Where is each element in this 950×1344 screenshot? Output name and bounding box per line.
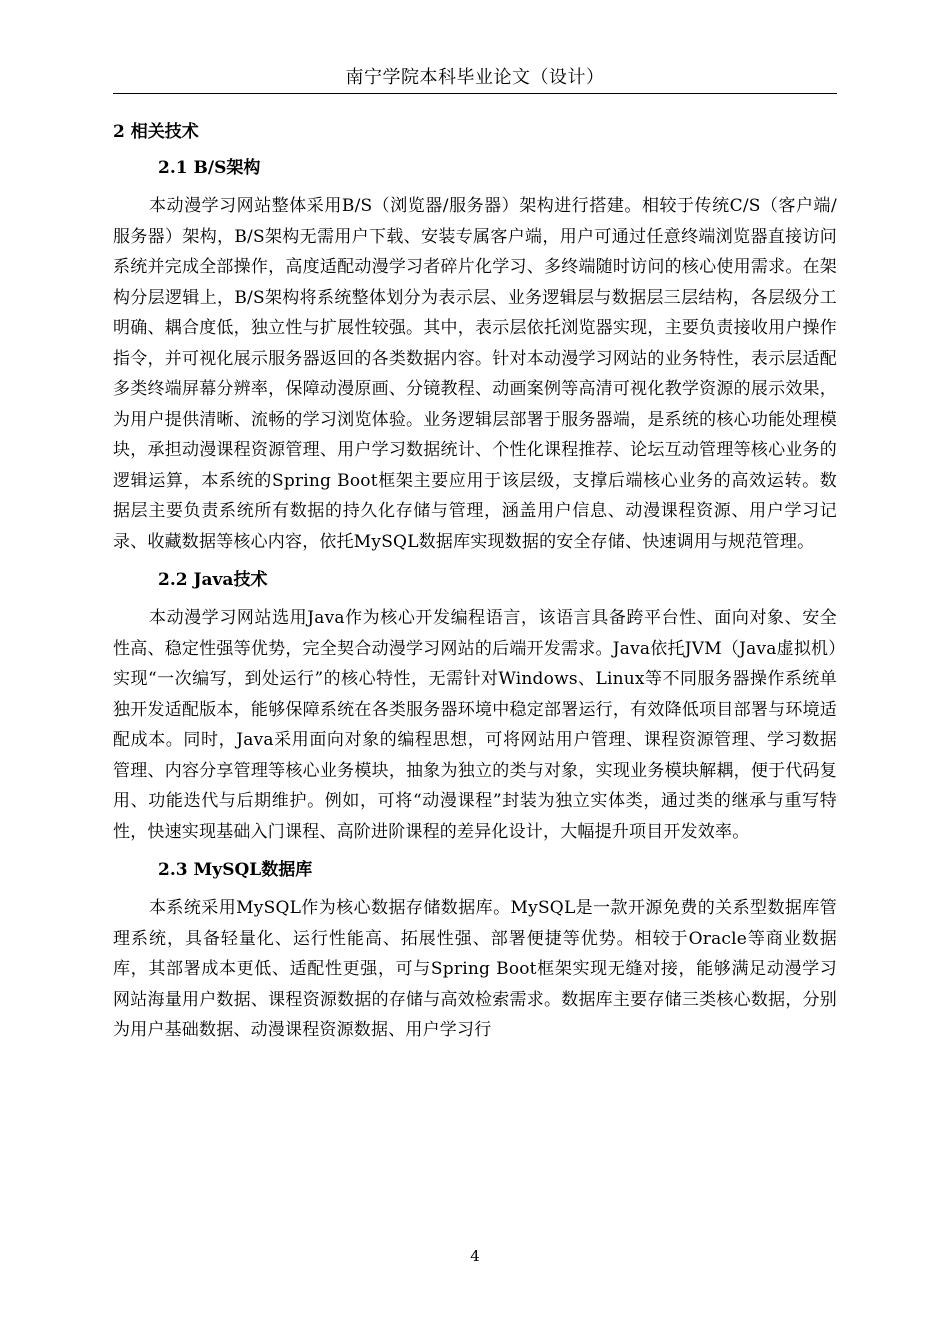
document-body bbox=[113, 113, 837, 1052]
paragraph-bs-architecture: 本动漫学习网站整体采用B/S（浏览器/服务器）架构进行搭建。相较于传统C/S（客户端/服务器）架构，B/S架构无需用户下载、安装专属客户端，用户可通过任意终端浏览器直接访问系统并完成全部操作，高度适配动漫学习者碎片化学习、多终端随时访问的核心使用需求。在架构分层逻辑上，B/S架构将系统整体划分为表示层、业务逻辑层与数据层三层结构，各层级分工明确、耦合度低，独立性与扩展性较强。其中，表示层依托浏览器实现，主要负责接收用户操作指令，并可视化展示服务器返回的各类数据内容。针对本动漫学习网站的业务特性，表示层适配多类终端屏幕分辨率，保障动漫原画、分镜教程、动画案例等高清可视化教学资源的展示效果，为用户提供清晰、流畅的学习浏览体验。业务逻辑层部署于服务器端，是系统的核心功能处理模块，承担动漫课程资源管理、用户学习数据统计、个性化课程推荐、论坛互动管理等核心业务的逻辑运算，本系统的Spring Boot框架主要应用于该层级，支撑后端核心业务的高效运转。数据层主要负责系统所有数据的持久化存储与管理，涵盖用户信息、动漫课程资源、用户学习记录、收藏数据等核心内容，依托MySQL数据库实现数据的安全存储、快速调用与规范管理。 bbox=[113, 196, 837, 552]
section-heading-2: 2 相关技术 bbox=[113, 122, 199, 142]
section-heading-2-2: 2.2 Java技术 bbox=[158, 570, 268, 590]
paragraph-java-technology: 本动漫学习网站选用Java作为核心开发编程语言，该语言具备跨平台性、面向对象、安全性高、稳定性强等优势，完全契合动漫学习网站的后端开发需求。Java依托JVM（Java虚拟机）实现“一次编写，到处运行”的核心特性，无需针对Windows、Linux等不同服务器操作系统单独开发适配版本，能够保障系统在各类服务器环境中稳定部署运行，有效降低项目部署与环境适配成本。同时，Java采用面向对象的编程思想，可将网站用户管理、课程资源管理、学习数据管理、内容分享管理等核心业务模块，抽象为独立的类与对象，实现业务模块解耦，便于代码复用、功能迭代与后期维护。例如，可将“动漫课程”封装为独立实体类，通过类的继承与重写特性，快速实现基础入门课程、高阶进阶课程的差异化设计，大幅提升项目开发效率。 bbox=[113, 608, 837, 842]
page-number: 4 bbox=[470, 1247, 480, 1265]
page-header bbox=[113, 63, 837, 94]
section-heading-2-1: 2.1 B/S架构 bbox=[158, 158, 261, 178]
page-footer bbox=[0, 1246, 950, 1266]
section-heading-2-3: 2.3 MySQL数据库 bbox=[158, 860, 313, 880]
paragraph-mysql-database: 本系统采用MySQL作为核心数据存储数据库。MySQL是一款开源免费的关系型数据库管理系统，具备轻量化、运行性能高、拓展性强、部署便捷等优势。相较于Oracle等商业数据库，其部署成本更低、适配性更强，可与Spring Boot框架实现无缝对接，能够满足动漫学习网站海量用户数据、课程资源数据的存储与高效检索需求。数据库主要存储三类核心数据，分别为用户基础数据、动漫课程资源数据、用户学习行 bbox=[113, 898, 837, 1040]
header-title: 南宁学院本科毕业论文（设计） bbox=[345, 67, 605, 88]
